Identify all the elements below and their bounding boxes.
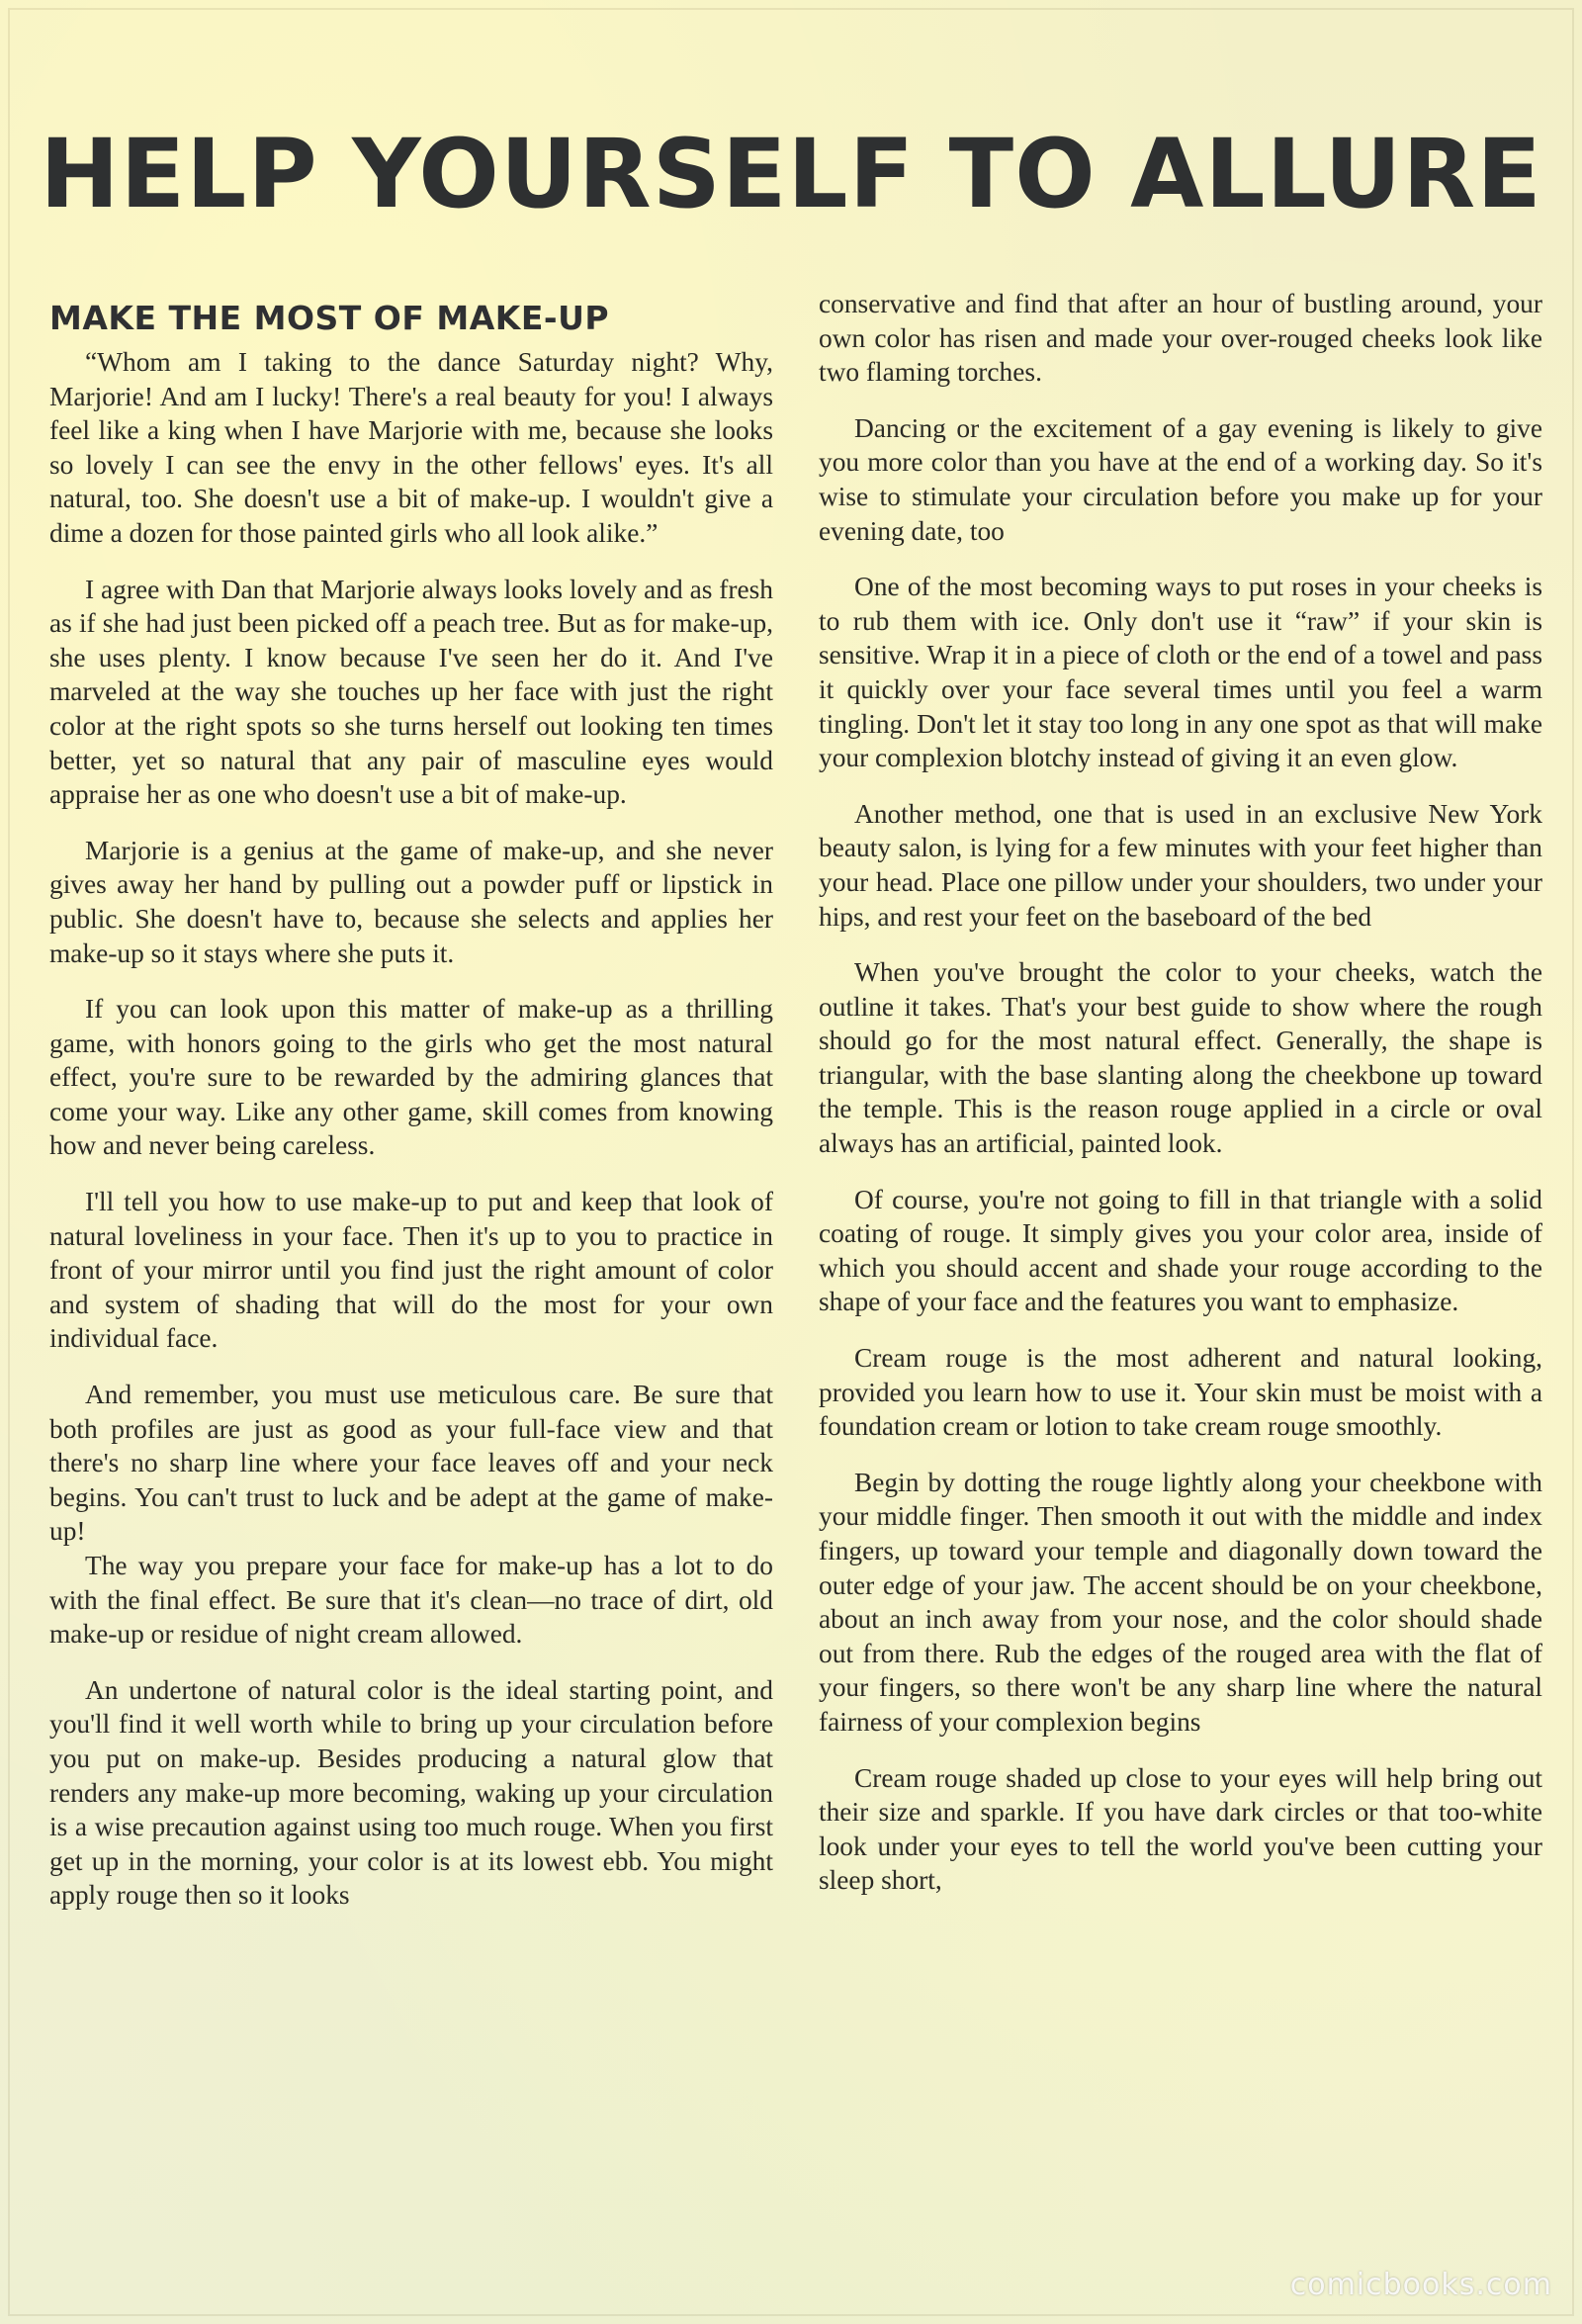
paragraph: Cream rouge shaded up close to your eyes will help bring out their size and sparkle. If you have dark circles or that too-white look under your eyes to tell the world you've been cutting your sleep short, <box>819 1762 1542 1896</box>
paragraph: And remember, you must use meticulous care. Be sure that both profiles are just as good as your full-face view and that there's no sharp line where your face leaves off and your neck begins. You can't trust to luck and be adept at the game of make-up! <box>49 1380 773 1547</box>
paragraph: Cream rouge is the most adherent and natural looking, provided you learn how to use it. Your skin must be moist with a foundation cream or lotion to take cream rouge smoothly. <box>819 1343 1542 1442</box>
paragraph: Another method, one that is used in an exclusive New York beauty salon, is lying for a few minutes with your feet higher than your head. Place one pillow under your shoulders, two under your hips, and rest your feet on the baseboard of the bed <box>819 798 1542 932</box>
section-title: MAKE THE MOST OF MAKE-UP <box>49 299 610 337</box>
paragraph: conservative and find that after an hour of bustling around, your own color has risen and made your over-rouged cheeks look like two flaming torches. <box>819 289 1542 388</box>
paragraph: An undertone of natural color is the ideal starting point, and you'll find it well worth while to bring up your circulation before you put on make-up. Besides producing a natural glow that renders any make-up more becoming, waking up your circulation is a wise precaution against using too much rouge. When you first get up in the morning, your color is at its lowest ebb. You might apply rouge then so it looks <box>49 1674 773 1911</box>
watermark-text: comicbooks.com <box>1289 2268 1552 2302</box>
paragraph: Marjorie is a genius at the game of make-up, and she never gives away her hand by pulling out a powder puff or lipstick in public. She doesn't have to, because she selects and applies her make-up so it stays where she puts it. <box>49 835 773 968</box>
article-columns <box>49 287 1542 2235</box>
paragraph: If you can look upon this matter of make-up as a thrilling game, with honors going to the girls who get the most natural effect, you're sure to be rewarded by the admiring glances that come your way. Like any other game, skill comes from knowing how and never being careless. <box>49 994 773 1161</box>
paragraph: Of course, you're not going to fill in that triangle with a solid coating of rouge. It simply gives you your color area, inside of which you should accent and shade your rouge according to the shape of your face and the features you want to emphasize. <box>819 1184 1542 1317</box>
paragraph: When you've brought the color to your cheeks, watch the outline it takes. That's your best guide to show where the rough should go for the most natural effect. Generally, the shape is triangular, with the base slanting along the cheekbone up toward the temple. This is the reason rouge applied in a circle or oval always has an artificial, painted look. <box>819 957 1542 1159</box>
page-headline: HELP YOURSELF TO ALLURE <box>40 119 1542 229</box>
paragraph: “Whom am I taking to the dance Saturday night? Why, Marjorie! And am I lucky! There's a real beauty for you! I always feel like a king when I have Marjorie with me, because she looks so lovely I can see the envy in the other fellows' eyes. It's all natural, too. She doesn't use a bit of make-up. I wouldn't give a dime a dozen for those painted girls who all look alike.” <box>49 347 773 548</box>
left-column <box>49 287 773 2235</box>
paragraph: I'll tell you how to use make-up to put and keep that look of natural loveliness in your face. Then it's up to you to practice in front of your mirror until you find just the right amount of color and system of shading that will do the most for your own individual face. <box>49 1187 773 1354</box>
right-column <box>819 287 1542 2235</box>
paragraph: Dancing or the excitement of a gay evening is likely to give you more color than you have at the end of a working day. So it's wise to stimulate your circulation before you make up for your evening date, too <box>819 412 1542 546</box>
paragraph: One of the most becoming ways to put roses in your cheeks is to rub them with ice. Only don't use it “raw” if your skin is sensitive. Wrap it in a piece of cloth or the end of a towel and pass it quickly over your face several times until you feel a warm tingling. Don't let it stay too long in any one spot as that will make your complexion blotchy instead of giving it an even glow. <box>819 572 1542 773</box>
paragraph: The way you prepare your face for make-up has a lot to do with the final effect. Be sure that it's clean—no trace of dirt, old make-up or residue of night cream allowed. <box>49 1551 773 1650</box>
paragraph: I agree with Dan that Marjorie always looks lovely and as fresh as if she had just been picked off a peach tree. But as for make-up, she uses plenty. I know because I've seen her do it. And I've marveled at the way she touches up her face with just the right color at the right spots so she turns herself out looking ten times better, yet so natural that any pair of masculine eyes would appraise her as one who doesn't use a bit of make-up. <box>49 574 773 810</box>
paragraph: Begin by dotting the rouge lightly along your cheekbone with your middle finger. Then smooth it out with the middle and index fingers, up toward your temple and diagonally down toward the outer edge of your jaw. The accent should be on your cheekbone, about an inch away from your nose, and the color should shade out from there. Rub the edges of the rouged area with the flat of your fingers, so there won't be any sharp line where the natural fairness of your complexion begins <box>819 1467 1542 1737</box>
